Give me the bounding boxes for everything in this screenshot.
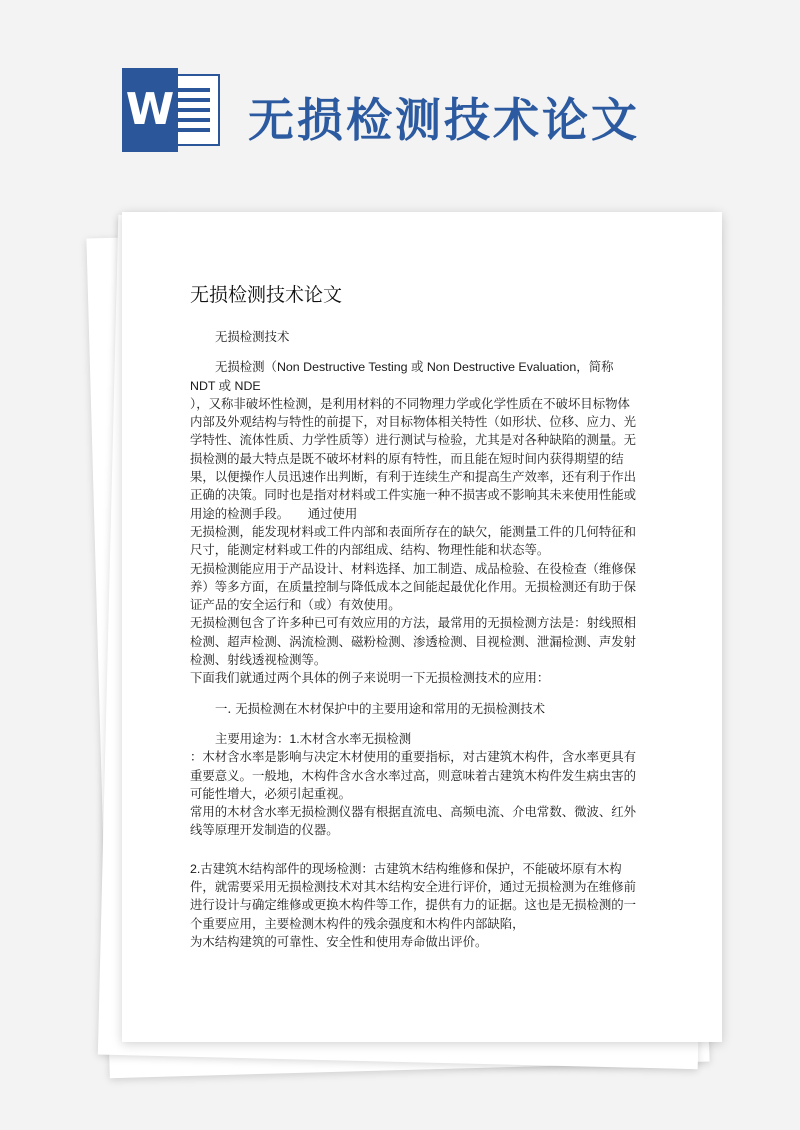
definition-english-terms: Non Destructive Testing 或 Non Destructive Evaluation， — [276, 360, 589, 375]
word-badge-letter: W — [122, 68, 178, 152]
ancient-structures-conclusion: 为木结构建筑的可靠性、安全性和使用寿命做出评价。 — [190, 933, 488, 949]
definition-abbreviation: NDT 或 NDE — [190, 378, 261, 393]
section-heading-wood: 一. 无损检测在木材保护中的主要用途和常用的无损检测技术 — [215, 700, 546, 716]
main-uses-label: 主要用途为： — [215, 730, 290, 746]
definition-body: ），又称非破坏性检测，是利用材料的不同物理力学或化学性质在不破坏目标物体内部及外观结构与特性的前提下，对目标物体相关特性（如形状、位移、应力、光学特性、流体性质、力学性质等）进行测试与检验，尤其是对各种缺陷的测量。无损检测的最大特点是既不破坏材料的原有特性，而且能在短时间内获得期望的结果，以便操作人员迅速作出判断，有利于连续生产和提高生产效率，还有利于作出正确的决策。同时也是指对材料或工件实施一种不损害或不影响其未来使用性能或用途的检测手段。 通过使用 — [190, 395, 637, 521]
paragraph-moisture-content: ：木材含水率是影响与决定木材使用的重要指标，对古建筑木构件，含水率更具有重要意义。一般地，木构件含水含水率过高，则意味着古建筑木构件发生病虫害的可能性增大，必须引起重视。 — [190, 749, 637, 801]
document-body — [190, 328, 640, 951]
ancient-structures-body: 古建筑木结构部件的现场检测：古建筑木结构维修和保护，不能破坏原有木构件，就需要采用无损检测技术对其木结构安全进行评价，通过无损检测为在维修前进行设计与确定维修或更换木构件等工作，提供有力的证据。这也是无损检测的一个重要应用，主要检测木构件的残余强度和木构件内部缺陷， — [190, 860, 637, 931]
word-document-icon — [122, 68, 222, 152]
paragraph-moisture-instruments: 常用的木材含水率无损检测仪器有根据直流电、高频电流、介电常数、微波、红外线等原理开发制造的仪器。 — [190, 804, 637, 838]
definition-abbr-label: 简称 — [588, 359, 614, 375]
document-title: 无损检测技术论文 — [190, 284, 343, 306]
paragraph-capabilities: 无损检测，能发现材料或工件内部和表面所存在的缺欠，能测量工件的几何特征和尺寸，能测定材料或工件的内部组成、结构、物理性能和状态等。 — [190, 523, 637, 558]
header-title: 无损检测技术论文 — [248, 93, 640, 147]
section-subtitle: 无损检测技术 — [215, 329, 290, 344]
document-page — [122, 212, 722, 1042]
item-number: 2. — [190, 861, 201, 876]
paragraph-definition — [190, 358, 640, 523]
document-header — [0, 0, 800, 200]
main-uses-item: 1.木材含水率无损检测 — [289, 731, 412, 746]
paragraph-examples-intro: 下面我们就通过两个具体的例子来说明一下无损检测技术的应用： — [190, 670, 550, 686]
definition-lead: 无损检测（ — [215, 359, 277, 375]
paragraph-applications: 无损检测能应用于产品设计、材料选择、加工制造、成品检验、在役检查（维修保养）等多方面，在质量控制与降低成本之间能起最优化作用。无损检测还有助于保证产品的安全运行和（或）有效使用。 — [190, 560, 637, 613]
main-uses-line — [190, 730, 640, 748]
paragraph-methods: 无损检测包含了许多种已可有效应用的方法，最常用的无损检测方法是：射线照相检测、超声检测、涡流检测、磁粉检测、渗透检测、目视检测、泄漏检测、声发射检测、射线透视检测等。 — [190, 615, 637, 668]
paragraph-ancient-structures — [190, 860, 640, 951]
